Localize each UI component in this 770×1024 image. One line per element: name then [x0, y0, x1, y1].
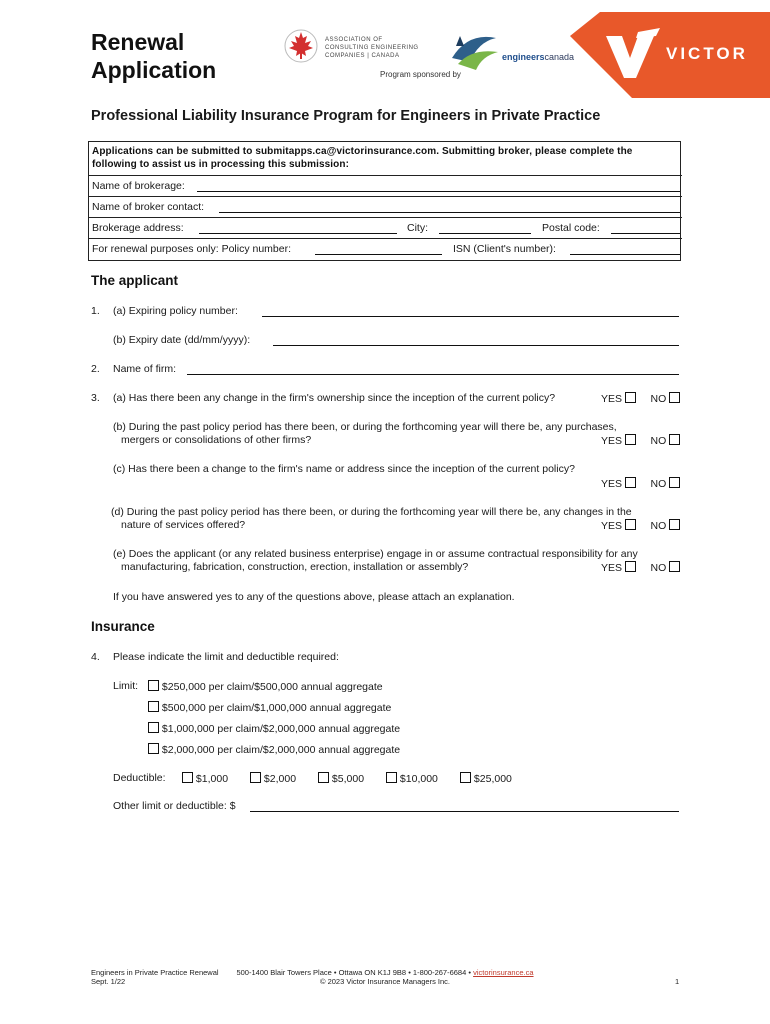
limit-option[interactable]: $250,000 per claim/$500,000 annual aggregate: [148, 680, 383, 694]
limit-label: Limit:: [113, 680, 139, 692]
city-label: City:: [407, 222, 428, 234]
isn-label: ISN (Client's number):: [453, 243, 556, 255]
page-heading: Professional Liability Insurance Program for Engineers in Private Practice: [91, 108, 601, 124]
contractual-yes-no: YES NO: [601, 561, 680, 574]
ownership-change-yes-no: YES NO: [601, 392, 680, 405]
broker-info-box: [88, 141, 681, 261]
limit-checkbox[interactable]: [148, 680, 159, 691]
website-link[interactable]: victorinsurance.ca: [473, 968, 534, 977]
purchases-question: (b) During the past policy period has there been, or during the forthcoming year will there be, any purchases, mergers or consolidations of other firms?: [113, 421, 617, 446]
limit-option[interactable]: $1,000,000 per claim/$2,000,000 annual aggregate: [148, 722, 400, 736]
contractual-responsibility-question: (e) Does the applicant (or any related business enterprise) engage in or assume contractual responsibility for any manufacturing, fabrication, construction, erection, installation or assembly?: [113, 548, 638, 573]
no-checkbox[interactable]: [669, 434, 680, 445]
deductible-checkbox[interactable]: [386, 772, 397, 783]
brokerage-name-field[interactable]: [197, 191, 680, 192]
city-field[interactable]: [439, 233, 531, 234]
box-divider: [89, 217, 682, 218]
document-title: [91, 28, 216, 84]
broker-contact-label: Name of broker contact:: [92, 201, 205, 213]
limit-checkbox[interactable]: [148, 743, 159, 754]
victor-logo: [570, 12, 770, 98]
engineers-canada-logo-text: engineerscanada: [502, 52, 575, 62]
policy-number-field[interactable]: [315, 254, 442, 255]
yes-checkbox[interactable]: [625, 519, 636, 530]
deductible-option[interactable]: $5,000: [318, 772, 364, 786]
question-number: 3.: [91, 392, 100, 404]
question-number: 4.: [91, 651, 100, 663]
limit-option[interactable]: $2,000,000 per claim/$2,000,000 annual aggregate: [148, 743, 400, 757]
question-number: 1.: [91, 305, 100, 317]
broker-contact-field[interactable]: [219, 212, 680, 213]
brokerage-address-field[interactable]: [199, 233, 397, 234]
deductible-checkbox[interactable]: [318, 772, 329, 783]
policy-number-label: For renewal purposes only: Policy number:: [92, 243, 292, 255]
limit-option[interactable]: $500,000 per claim/$1,000,000 annual aggregate: [148, 701, 391, 715]
services-change-question: (d) During the past policy period has there been, or during the forthcoming year will there be, any changes in the nature of services offered?: [111, 506, 632, 531]
firm-name-field[interactable]: [187, 374, 679, 375]
deductible-option[interactable]: $25,000: [460, 772, 512, 786]
no-checkbox[interactable]: [669, 392, 680, 403]
other-limit-label: Other limit or deductible: $: [113, 800, 236, 812]
deductible-label: Deductible:: [113, 772, 166, 784]
yes-checkbox[interactable]: [625, 434, 636, 445]
other-limit-field[interactable]: [250, 811, 679, 812]
brokerage-address-label: Brokerage address:: [92, 222, 184, 234]
limit-checkbox[interactable]: [148, 722, 159, 733]
yes-checkbox[interactable]: [625, 561, 636, 572]
services-change-yes-no: YES NO: [601, 519, 680, 532]
box-divider: [89, 196, 682, 197]
deductible-checkbox[interactable]: [460, 772, 471, 783]
expiry-date-label: (b) Expiry date (dd/mm/yyyy):: [113, 334, 251, 346]
question-number: 2.: [91, 363, 100, 375]
acec-logo: [283, 26, 443, 68]
name-address-change-question: (c) Has there been a change to the firm's name or address since the inception of the current policy?: [113, 463, 575, 475]
yes-checkbox[interactable]: [625, 477, 636, 488]
sponsored-by-label: Program sponsored by: [380, 70, 461, 79]
title-line-1: Renewal: [91, 29, 185, 55]
postal-code-field[interactable]: [611, 233, 680, 234]
limit-checkbox[interactable]: [148, 701, 159, 712]
insurance-section-title: Insurance: [91, 619, 155, 634]
engineers-canada-logo: [448, 28, 575, 74]
ownership-change-question: (a) Has there been any change in the firm's ownership since the inception of the current policy?: [113, 392, 556, 404]
footer-doc-info: Engineers in Private Practice Renewal Sept. 1/22: [91, 968, 219, 986]
box-divider: [89, 175, 682, 176]
deductible-option[interactable]: $1,000: [182, 772, 228, 786]
postal-code-label: Postal code:: [542, 222, 600, 234]
no-checkbox[interactable]: [669, 477, 680, 488]
deductible-checkbox[interactable]: [182, 772, 193, 783]
name-address-yes-no: YES NO: [601, 477, 680, 490]
purchases-yes-no: YES NO: [601, 434, 680, 447]
box-divider: [89, 238, 682, 239]
victor-logo-text: VICTOR: [666, 44, 748, 63]
expiring-policy-field[interactable]: [262, 316, 679, 317]
explanation-note: If you have answered yes to any of the questions above, please attach an explanation.: [113, 591, 515, 603]
limit-deductible-question: Please indicate the limit and deductible required:: [113, 651, 339, 663]
expiry-date-field[interactable]: [273, 345, 679, 346]
deductible-checkbox[interactable]: [250, 772, 261, 783]
title-line-2: Application: [91, 57, 217, 83]
yes-checkbox[interactable]: [625, 392, 636, 403]
engineers-canada-emblem-icon: [448, 28, 502, 74]
firm-name-label: Name of firm:: [113, 363, 177, 375]
maple-leaf-icon: [283, 26, 323, 68]
isn-field[interactable]: [570, 254, 680, 255]
broker-instructions: Applications can be submitted to submitapps.ca@victorinsurance.com. Submitting broker, please complete the following to assist us in processing this submission:: [92, 146, 633, 170]
brokerage-name-label: Name of brokerage:: [92, 180, 185, 192]
deductible-option[interactable]: $10,000: [386, 772, 438, 786]
page-number: 1: [675, 977, 680, 986]
no-checkbox[interactable]: [669, 561, 680, 572]
no-checkbox[interactable]: [669, 519, 680, 530]
footer-contact: 500-1400 Blair Towers Place • Ottawa ON K1J 9B8 • 1-800-267-6684 • victorinsurance.ca © 2023 Victor Insurance Managers Inc.: [236, 968, 534, 986]
expiring-policy-label: (a) Expiring policy number:: [113, 305, 238, 317]
acec-logo-text: ASSOCIATION OF CONSULTING ENGINEERING COMPANIES | CANADA: [325, 37, 419, 59]
deductible-option[interactable]: $2,000: [250, 772, 296, 786]
applicant-section-title: The applicant: [91, 273, 179, 288]
